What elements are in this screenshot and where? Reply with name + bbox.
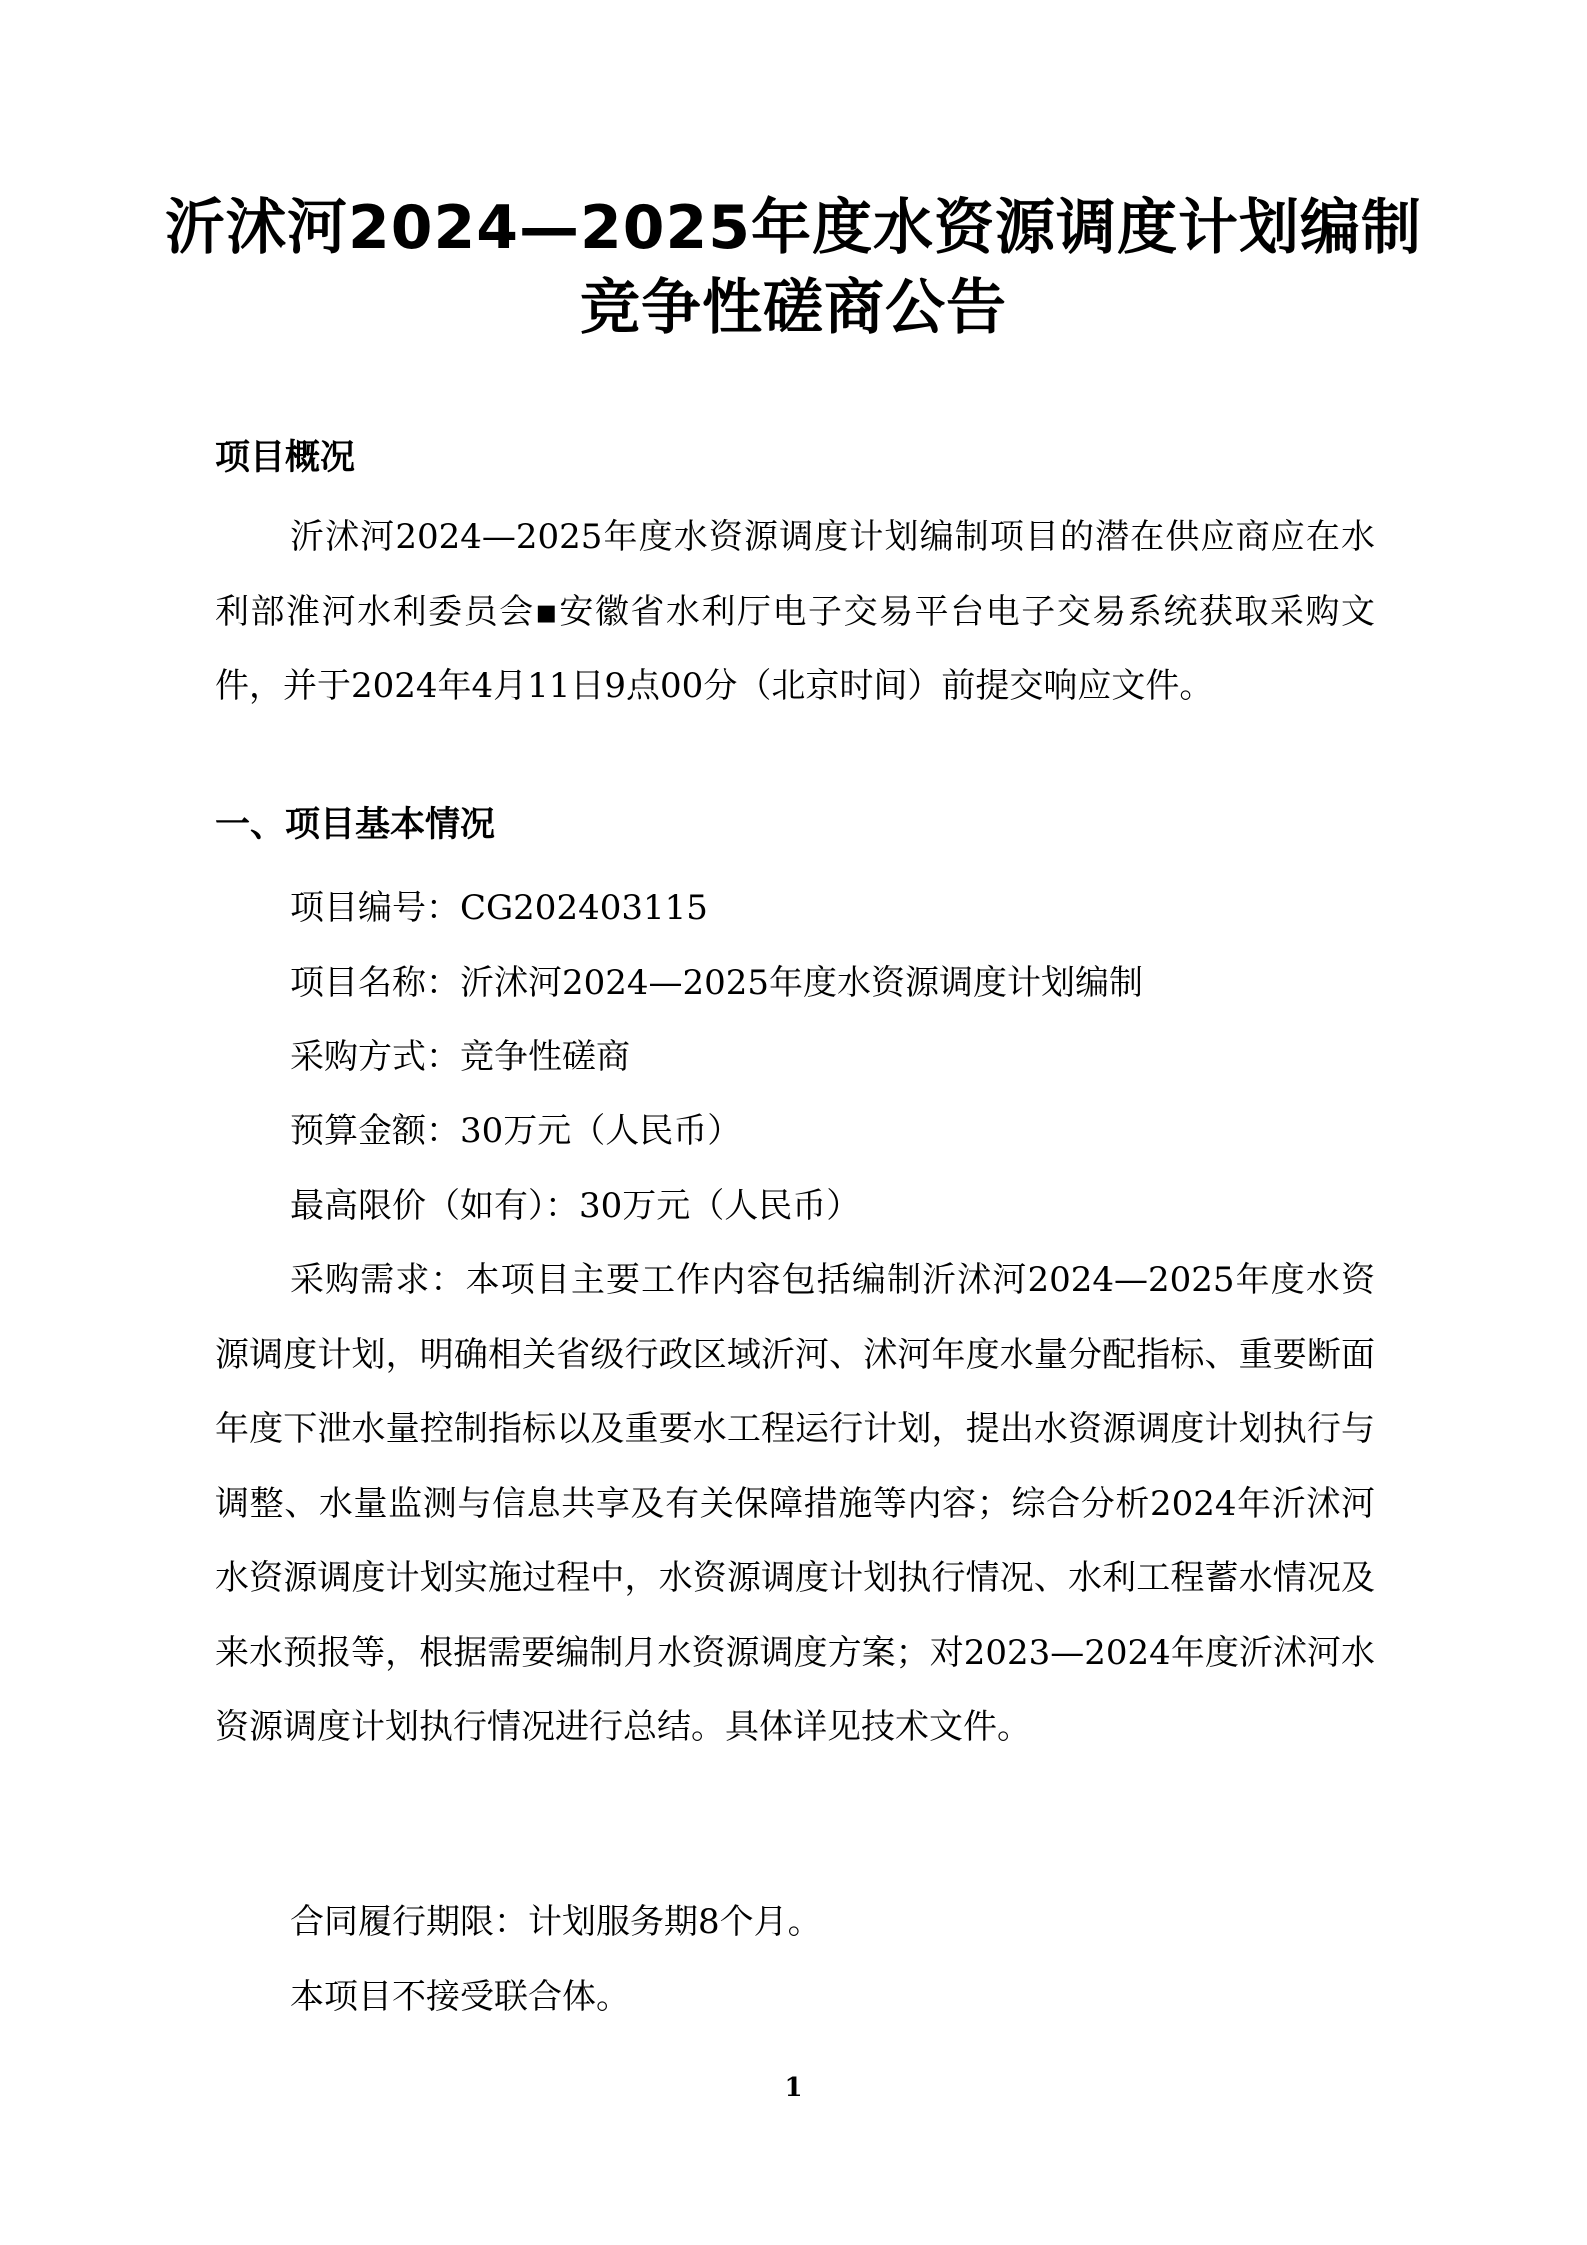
section-1-heading: 一、项目基本情况 (215, 805, 496, 845)
overview-paragraph: 沂沭河2024—2025年度水资源调度计划编制项目的潜在供应商应在水利部淮河水利委员会▪安徽省水利厅电子交易平台电子交易系统获取采购文件，并于2024年4月11日9点00分（北京时间）前提交响应文件。 (215, 517, 1375, 706)
project-name: 项目名称：沂沭河2024—2025年度水资源调度计划编制 (290, 963, 1144, 1003)
contract-period: 合同履行期限：计划服务期8个月。 (290, 1902, 822, 1942)
project-number: 项目编号：CG202403115 (290, 888, 708, 928)
page-number: 1 (784, 2073, 803, 2103)
document-title-line-1: 沂沭河2024—2025年度水资源调度计划编制 (165, 193, 1422, 263)
overview-heading: 项目概况 (215, 438, 356, 478)
max-price: 最高限价（如有）：30万元（人民币） (290, 1186, 861, 1226)
procurement-requirements: 采购需求：本项目主要工作内容包括编制沂沭河2024—2025年度水资源调度计划，明确相关省级行政区域沂河、沭河年度水量分配指标、重要断面年度下泄水量控制指标以及重要水工程运行计划，提出水资源调度计划执行与调整、水量监测与信息共享及有关保障措施等内容；综合分析2024年沂沭河水资源调度计划实施过程中，水资源调度计划执行情况、水利工程蓄水情况及来水预报等，根据需要编制月水资源调度方案；对2023—2024年度沂沭河水资源调度计划执行情况进行总结。具体详见技术文件。 (215, 1260, 1375, 1747)
procurement-method: 采购方式：竞争性磋商 (290, 1037, 630, 1077)
document-title-line-2: 竞争性磋商公告 (580, 273, 1007, 343)
consortium-statement: 本项目不接受联合体。 (290, 1977, 630, 2017)
budget-amount: 预算金额：30万元（人民币） (290, 1111, 742, 1151)
